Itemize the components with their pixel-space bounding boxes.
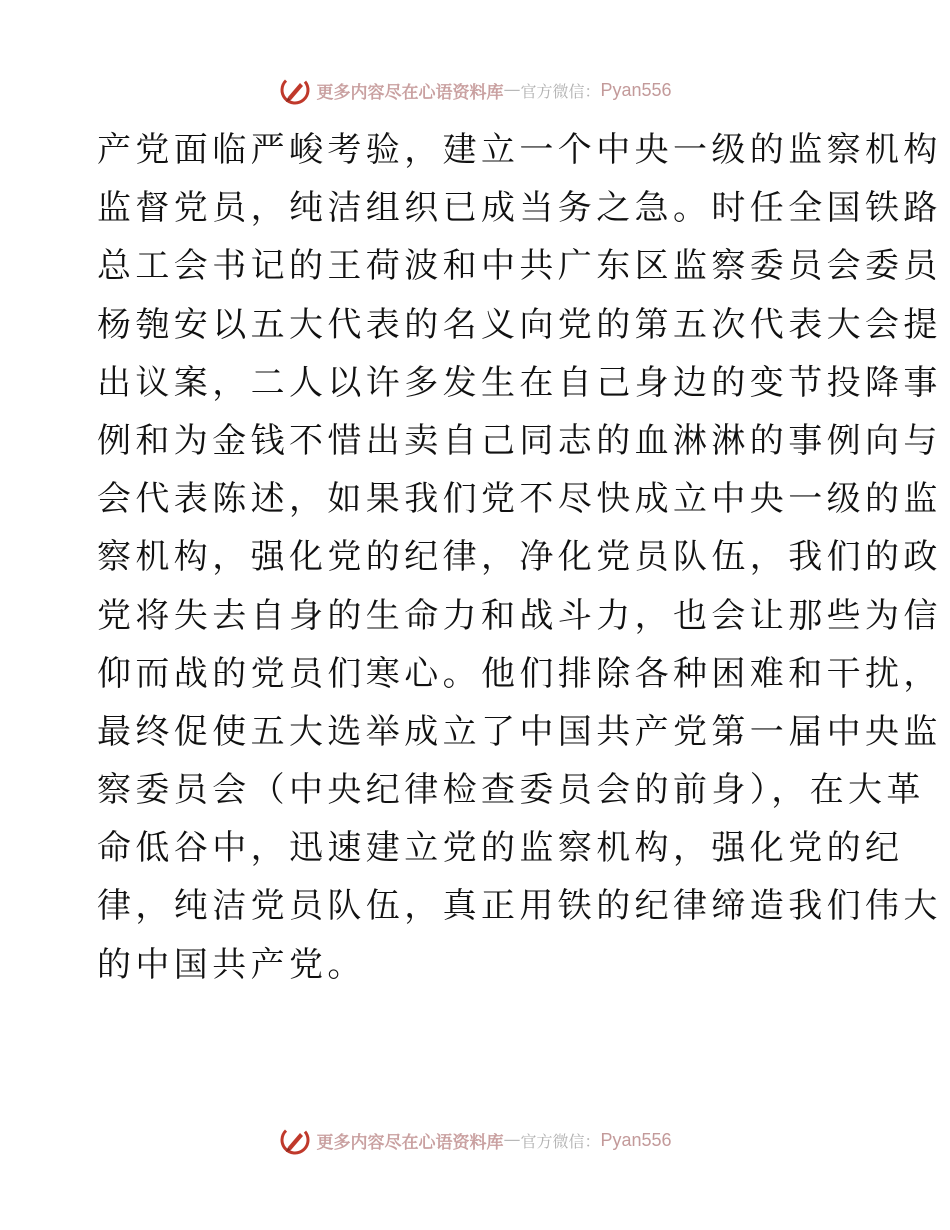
watermark-brand-text: 更多内容尽在心语资料库 [316, 1132, 504, 1153]
body-line: 律，纯洁党员队伍，真正用铁的纪律缔造我们伟大 [97, 886, 942, 927]
header-watermark [0, 72, 950, 108]
watermark-wechat-label: 官方微信： [520, 81, 601, 101]
red-swirl-pen-logo-icon [278, 73, 312, 107]
body-line: 察机构，强化党的纪律，净化党员队伍，我们的政 [97, 537, 942, 578]
watermark-wechat-id: Pyan556 [600, 79, 672, 100]
watermark-wechat-label: 官方微信： [520, 1131, 601, 1151]
body-line: 命低谷中，迅速建立党的监察机构，强化党的纪 [97, 828, 904, 869]
body-line: 仰而战的党员们寒心。他们排除各种困难和干扰， [97, 653, 942, 694]
footer-watermark [0, 1122, 950, 1158]
body-line: 出议案，二人以许多发生在自己身边的变节投降事 [97, 362, 942, 403]
body-line: 会代表陈述，如果我们党不尽快成立中央一级的监 [97, 479, 942, 520]
body-line: 例和为金钱不惜出卖自己同志的血淋淋的事例向与 [97, 420, 942, 461]
red-swirl-pen-logo-icon [278, 1123, 312, 1157]
body-line: 杨匏安以五大代表的名义向党的第五次代表大会提 [97, 304, 942, 345]
body-line: 党将失去自身的生命力和战斗力，也会让那些为信 [97, 595, 942, 636]
watermark-separator: — [503, 1130, 521, 1150]
watermark-brand-text: 更多内容尽在心语资料库 [316, 82, 504, 103]
body-line: 产党面临严峻考验，建立一个中央一级的监察机构 [97, 130, 942, 170]
body-line: 察委员会（中央纪律检查委员会的前身），在大革 [97, 770, 925, 811]
body-line: 的中国共产党。 [97, 944, 366, 985]
body-line: 监督党员，纯洁组织已成当务之急。时任全国铁路 [97, 188, 942, 229]
body-line: 总工会书记的王荷波和中共广东区监察委员会委员 [97, 246, 942, 287]
document-body [97, 121, 942, 994]
watermark-wechat-id: Pyan556 [600, 1129, 672, 1150]
body-line: 最终促使五大选举成立了中国共产党第一届中央监 [97, 711, 942, 752]
watermark-separator: — [503, 80, 521, 100]
